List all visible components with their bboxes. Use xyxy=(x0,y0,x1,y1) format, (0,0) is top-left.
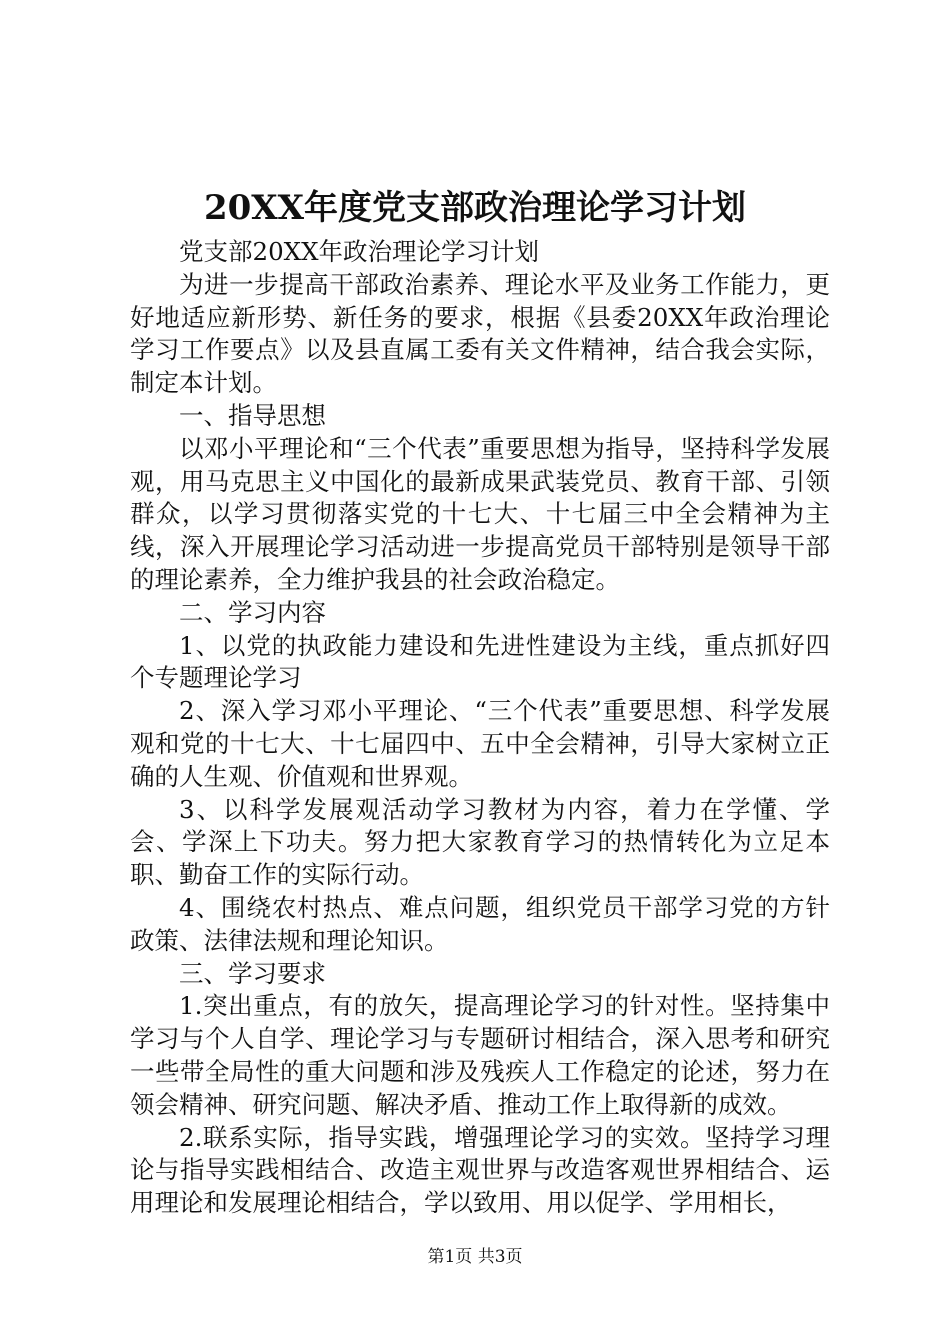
paragraph-guiding-thought: 以邓小平理论和“三个代表”重要思想为指导，坚持科学发展观，用马克思主义中国化的最新成果武装党员、教育干部、引领群众，以学习贯彻落实党的十七大、十七届三中全会精神为主线，深入开展理论学习活动进一步提高党员干部特别是领导干部的理论素养，全力维护我县的社会政治稳定。 xyxy=(130,433,830,594)
paragraph-requirement-1: 1.突出重点，有的放矢，提高理论学习的针对性。坚持集中学习与个人自学、理论学习与专题研讨相结合，深入思考和研究一些带全局性的重大问题和涉及残疾人工作稳定的论述，努力在领会精神、研究问题、解决矛盾、推动工作上取得新的成效。 xyxy=(130,991,830,1119)
paragraph-content-item-3: 3、以科学发展观活动学习教材为内容，着力在学懂、学会、学深上下功夫。努力把大家教育学习的热情转化为立足本职、勤奋工作的实际行动。 xyxy=(130,794,830,890)
paragraph-content-item-2: 2、深入学习邓小平理论、“三个代表”重要思想、科学发展观和党的十七大、十七届四中、五中全会精神，引导大家树立正确的人生观、价值观和世界观。 xyxy=(130,696,830,791)
page-footer: 第1页 共3页 xyxy=(427,1247,523,1267)
paragraph-requirement-2: 2.联系实际，指导实践，增强理论学习的实效。坚持学习理论与指导实践相结合、改造主观世界与改造客观世界相结合、运用理论和发展理论相结合，学以致用、用以促学、学用相长， xyxy=(130,1122,830,1218)
paragraph-content-item-1: 1、以党的执政能力建设和先进性建设为主线，重点抓好四个专题理论学习 xyxy=(130,630,830,693)
section-heading-study-requirements: 三、学习要求 xyxy=(179,958,326,988)
section-heading-study-content: 二、学习内容 xyxy=(179,597,326,627)
paragraph-content-item-4: 4、围绕农村热点、难点问题，组织党员干部学习党的方针政策、法律法规和理论知识。 xyxy=(130,892,830,955)
document-title: 20XX年度党支部政治理论学习计划 xyxy=(203,188,747,228)
document-body xyxy=(130,236,830,1220)
subtitle-line: 党支部20XX年政治理论学习计划 xyxy=(179,237,540,266)
intro-paragraph: 为进一步提高干部政治素养、理论水平及业务工作能力，更好地适应新形势、新任务的要求，根据《县委20XX年政治理论学习工作要点》以及县直属工委有关文件精神，结合我会实际，制定本计划。 xyxy=(130,269,830,398)
section-heading-guiding-thought: 一、指导思想 xyxy=(179,400,326,430)
